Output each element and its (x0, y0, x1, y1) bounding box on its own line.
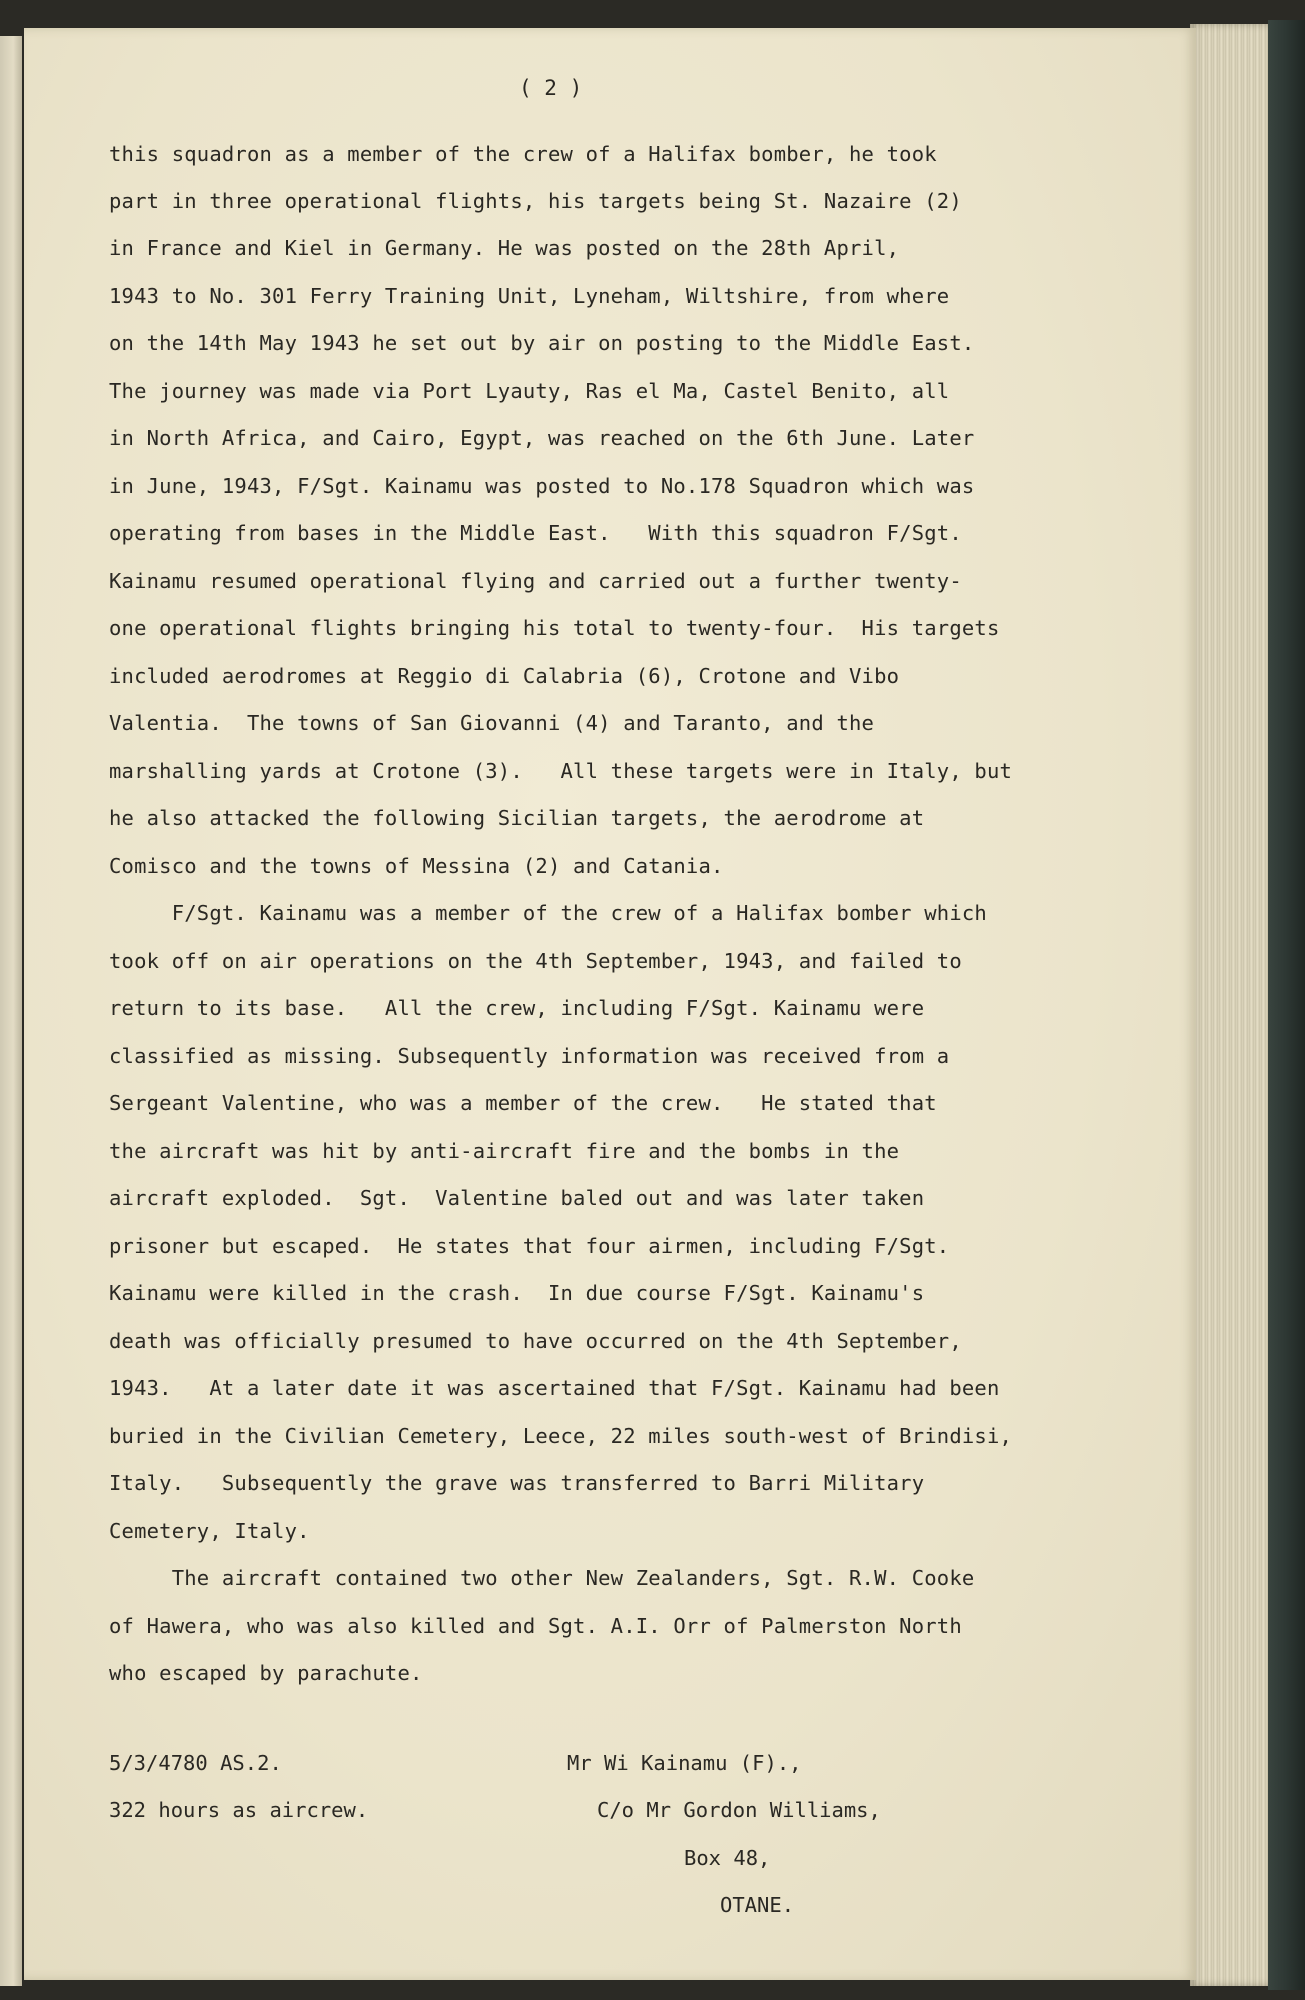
body-line: he also attacked the following Sicilian targets, the aerodrome at (109, 806, 925, 830)
address-box: Box 48, (684, 1846, 771, 1870)
body-line: F/Sgt. Kainamu was a member of the crew of a Halifax bomber which (109, 901, 987, 925)
body-line: Cemetery, Italy. (109, 1519, 310, 1543)
body-line: one operational flights bringing his total to twenty-four. His targets (109, 616, 1000, 640)
book-page-edges (1190, 24, 1270, 1986)
document-page (24, 28, 1196, 1980)
body-line: Italy. Subsequently the grave was transferred to Barri Military (109, 1471, 925, 1495)
body-line: Kainamu resumed operational flying and carried out a further twenty- (109, 569, 962, 593)
body-line: in June, 1943, F/Sgt. Kainamu was posted to No.178 Squadron which was (109, 474, 975, 498)
body-line: operating from bases in the Middle East. With this squadron F/Sgt. (109, 521, 962, 545)
body-line: Kainamu were killed in the crash. In due course F/Sgt. Kainamu's (109, 1281, 925, 1305)
body-line: 1943 to No. 301 Ferry Training Unit, Lyneham, Wiltshire, from where (109, 284, 950, 308)
address-town: OTANE. (720, 1893, 795, 1917)
body-line: 1943. At a later date it was ascertained that F/Sgt. Kainamu had been (109, 1376, 1000, 1400)
body-line: of Hawera, who was also killed and Sgt. A.I. Orr of Palmerston North (109, 1614, 962, 1638)
body-line: aircraft exploded. Sgt. Valentine baled out and was later taken (109, 1186, 925, 1210)
previous-page-edge (0, 36, 22, 1986)
body-line: took off on air operations on the 4th September, 1943, and failed to (109, 949, 962, 973)
address-name: Mr Wi Kainamu (F)., (567, 1751, 802, 1775)
body-line: The aircraft contained two other New Zealanders, Sgt. R.W. Cooke (109, 1566, 975, 1590)
hours-note: 322 hours as aircrew. (109, 1798, 369, 1822)
body-line: Comisco and the towns of Messina (2) and Catania. (109, 854, 724, 878)
body-line: death was officially presumed to have occurred on the 4th September, (109, 1329, 962, 1353)
body-line: buried in the Civilian Cemetery, Leece, 22 miles south-west of Brindisi, (109, 1424, 1013, 1448)
body-line: prisoner but escaped. He states that four airmen, including F/Sgt. (109, 1234, 950, 1258)
body-line: return to its base. All the crew, including F/Sgt. Kainamu were (109, 996, 925, 1020)
body-line: in France and Kiel in Germany. He was posted on the 28th April, (109, 236, 900, 260)
body-line: this squadron as a member of the crew of a Halifax bomber, he took (109, 142, 937, 166)
page-number: ( 2 ) (519, 76, 583, 100)
body-line: who escaped by parachute. (109, 1661, 423, 1685)
body-line: Sergeant Valentine, who was a member of the crew. He stated that (109, 1091, 937, 1115)
body-line: in North Africa, and Cairo, Egypt, was reached on the 6th June. Later (109, 426, 975, 450)
body-line: on the 14th May 1943 he set out by air on posting to the Middle East. (109, 331, 975, 355)
body-line: classified as missing. Subsequently information was received from a (109, 1044, 950, 1068)
body-line: Valentia. The towns of San Giovanni (4) and Taranto, and the (109, 711, 875, 735)
body-line: included aerodromes at Reggio di Calabria (6), Crotone and Vibo (109, 664, 900, 688)
body-line: The journey was made via Port Lyauty, Ras el Ma, Castel Benito, all (109, 379, 950, 403)
address-care-of: C/o Mr Gordon Williams, (597, 1798, 881, 1822)
body-line: marshalling yards at Crotone (3). All these targets were in Italy, but (109, 759, 1013, 783)
file-reference: 5/3/4780 AS.2. (109, 1751, 282, 1775)
body-line: the aircraft was hit by anti-aircraft fire and the bombs in the (109, 1139, 900, 1163)
book-spine (1268, 20, 1305, 1990)
body-line: part in three operational flights, his targets being St. Nazaire (2) (109, 189, 962, 213)
